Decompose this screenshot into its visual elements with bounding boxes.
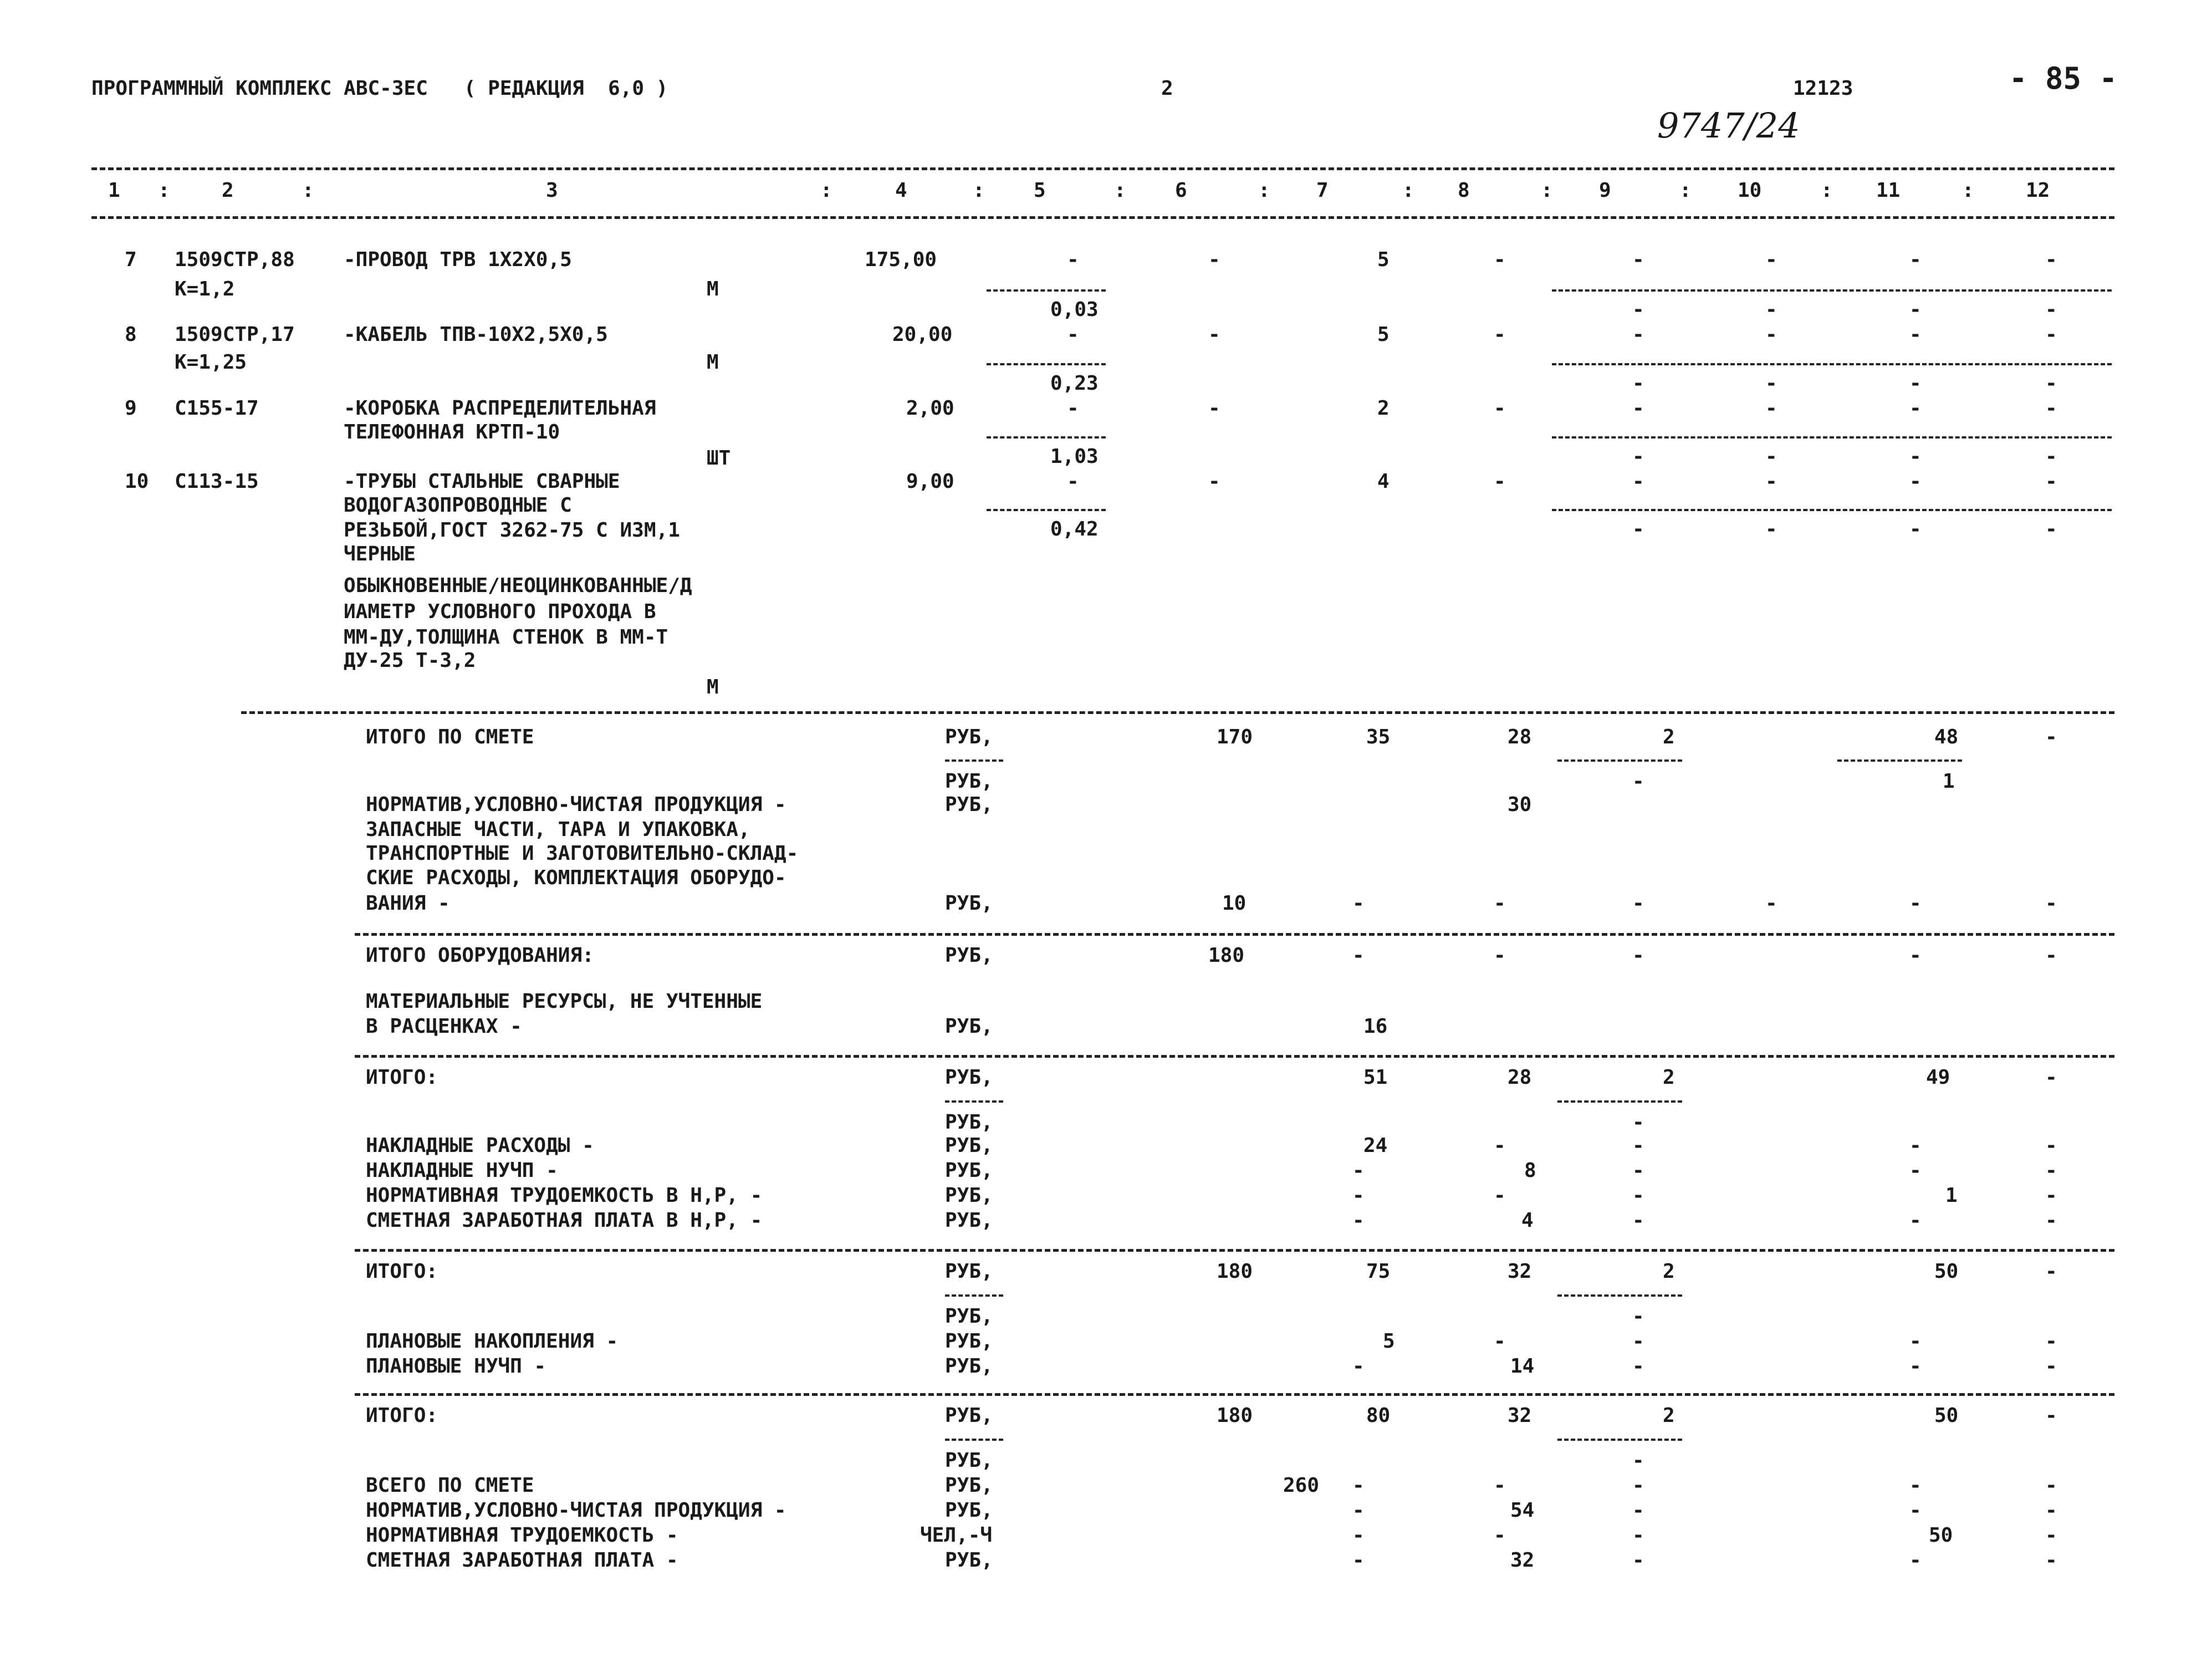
item-code: 1509СТР,17 [175, 323, 295, 346]
underline [1837, 759, 1962, 762]
cell: - [1909, 1209, 1922, 1232]
summary-label: ИТОГО: [366, 1404, 438, 1427]
col-7: 7 [1316, 179, 1329, 202]
cell: - [1352, 1159, 1365, 1182]
unit-label: РУБ, [945, 1330, 993, 1353]
col-sep: : [1114, 179, 1126, 202]
unit-label: РУБ, [945, 1499, 993, 1522]
cell: - [1909, 298, 1922, 321]
cell: 51 [1363, 1066, 1388, 1089]
cell: 4 [1377, 470, 1389, 493]
unit-label: РУБ, [945, 1015, 993, 1038]
cell: - [2045, 1184, 2057, 1207]
summary-label: СМЕТНАЯ ЗАРАБОТНАЯ ПЛАТА В Н,Р, - [366, 1209, 763, 1232]
cell: - [1494, 1134, 1506, 1157]
underline [987, 363, 1106, 365]
cell: 49 [1926, 1066, 1950, 1089]
cell: - [2045, 1209, 2057, 1232]
cell: - [1909, 1159, 1922, 1182]
item-qty: 175,00 [865, 248, 937, 271]
handwritten-note: 9747/24 [1657, 105, 1800, 146]
cell: - [1632, 470, 1644, 493]
item-qty: 2,00 [906, 397, 954, 420]
cell: - [1765, 248, 1777, 271]
item-desc: ВОДОГАЗОПРОВОДНЫЕ С [344, 494, 572, 517]
cell: - [1352, 1355, 1365, 1378]
header-rule-top [91, 167, 2114, 170]
cell: - [1352, 1209, 1365, 1232]
summary-label: ИТОГО: [366, 1260, 438, 1283]
cell: - [1632, 1355, 1644, 1378]
cell: 32 [1508, 1404, 1532, 1427]
cell: - [2045, 323, 2057, 346]
unit-label: РУБ, [945, 1449, 993, 1472]
cell: 2 [1663, 726, 1675, 748]
cell: - [2045, 1355, 2057, 1378]
cell: 50 [1929, 1524, 1953, 1547]
item-desc: -КАБЕЛЬ ТПВ-10Х2,5Х0,5 [344, 323, 608, 346]
unit-label: РУБ, [945, 1260, 993, 1283]
cell: 24 [1363, 1134, 1388, 1157]
cell: - [1632, 1524, 1644, 1547]
cell: 75 [1366, 1260, 1391, 1283]
cell: 180 [1208, 944, 1245, 967]
cell: - [1494, 470, 1506, 493]
summary-label: НАКЛАДНЫЕ РАСХОДЫ - [366, 1134, 594, 1157]
cell: - [1208, 470, 1220, 493]
cell: - [1909, 1474, 1922, 1497]
cell: - [2045, 1330, 2057, 1353]
cell: - [1909, 1549, 1922, 1572]
item-qty: 20,00 [892, 323, 953, 346]
underline [1552, 509, 2112, 511]
item-unit: М [707, 278, 719, 300]
cell: - [1632, 944, 1644, 967]
cell: - [2045, 1260, 2057, 1283]
cell: - [1494, 397, 1506, 420]
col-sep: : [1541, 179, 1553, 202]
item-unit: М [707, 351, 719, 374]
summary-label: ИТОГО: [366, 1066, 438, 1089]
cell: - [1208, 397, 1220, 420]
cell: - [1067, 323, 1079, 346]
unit-label: РУБ, [945, 1111, 993, 1134]
cell: 0,23 [1050, 372, 1099, 395]
summary-label: НОРМАТИВНАЯ ТРУДОЕМКОСТЬ В Н,Р, - [366, 1184, 763, 1207]
cell: - [1632, 1549, 1644, 1572]
cell: - [1352, 892, 1365, 915]
summary-label: ТРАНСПОРТНЫЕ И ЗАГОТОВИТЕЛЬНО-СКЛАД- [366, 842, 799, 865]
underline [945, 1439, 1003, 1441]
cell: - [2045, 944, 2057, 967]
unit-label: РУБ, [945, 1134, 993, 1157]
cell: - [1632, 1184, 1644, 1207]
item-coef: К=1,25 [175, 351, 247, 374]
cell: - [1632, 892, 1644, 915]
cell: - [1765, 892, 1777, 915]
cell: - [1632, 1330, 1644, 1353]
col-9: 9 [1599, 179, 1611, 202]
cell: - [2045, 397, 2057, 420]
cell: 28 [1508, 726, 1532, 748]
cell: 28 [1508, 1066, 1532, 1089]
item-code: С155-17 [175, 397, 259, 420]
col-12: 12 [2026, 179, 2050, 202]
cell: - [1632, 1111, 1644, 1134]
summary-label: ЗАПАСНЫЕ ЧАСТИ, ТАРА И УПАКОВКА, [366, 818, 750, 841]
col-4: 4 [895, 179, 907, 202]
cell: 80 [1366, 1404, 1391, 1427]
col-8: 8 [1458, 179, 1470, 202]
cell: - [1909, 892, 1922, 915]
cell: - [1909, 445, 1922, 468]
cell: - [1067, 470, 1079, 493]
summary-label: ИТОГО ОБОРУДОВАНИЯ: [366, 944, 594, 967]
underline [1552, 436, 2112, 439]
underline [1557, 759, 1682, 762]
cell: - [1352, 1474, 1365, 1497]
unit-label: РУБ, [945, 1184, 993, 1207]
col-6: 6 [1175, 179, 1187, 202]
item-no: 7 [125, 248, 137, 271]
sheet-number: 2 [1161, 77, 1173, 100]
cell: 10 [1222, 892, 1247, 915]
unit-label: РУБ, [945, 1159, 993, 1182]
cell: 2 [1377, 397, 1389, 420]
summary-label: ВАНИЯ - [366, 892, 450, 915]
cell: 32 [1508, 1260, 1532, 1283]
cell: - [1352, 1524, 1365, 1547]
underline [945, 1100, 1003, 1103]
col-11: 11 [1876, 179, 1901, 202]
item-unit: М [707, 676, 719, 699]
item-desc: ИАМЕТР УСЛОВНОГО ПРОХОДА В [344, 600, 656, 623]
cell: - [1632, 445, 1644, 468]
unit-label: РУБ, [945, 944, 993, 967]
cell: - [2045, 1404, 2057, 1427]
cell: - [1765, 518, 1777, 541]
cell: - [1765, 470, 1777, 493]
cell: - [2045, 470, 2057, 493]
cell: - [1494, 1330, 1506, 1353]
cell: - [1494, 1474, 1506, 1497]
section-rule [355, 1393, 2114, 1396]
cell: - [1494, 1524, 1506, 1547]
cell: - [1494, 323, 1506, 346]
cell: - [2045, 1524, 2057, 1547]
cell: 50 [1934, 1404, 1959, 1427]
item-desc: ОБЫКНОВЕННЫЕ/НЕОЦИНКОВАННЫЕ/Д [344, 574, 692, 597]
cell: - [1632, 770, 1644, 793]
underline [987, 509, 1106, 511]
unit-label: РУБ, [945, 1066, 993, 1089]
unit-label: РУБ, [945, 770, 993, 793]
cell: - [1632, 397, 1644, 420]
cell: 30 [1508, 793, 1532, 816]
section-rule [355, 1249, 2114, 1252]
cell: 0,42 [1050, 518, 1099, 541]
cell: - [1909, 518, 1922, 541]
unit-label: РУБ, [945, 1474, 993, 1497]
cell: - [1208, 248, 1220, 271]
col-sep: : [158, 179, 170, 202]
item-coef: К=1,2 [175, 278, 235, 300]
summary-label: МАТЕРИАЛЬНЫЕ РЕСУРСЫ, НЕ УЧТЕННЫЕ [366, 990, 763, 1013]
cell: 14 [1510, 1355, 1535, 1378]
cell: 170 [1217, 726, 1253, 748]
program-title: ПРОГРАММНЫЙ КОМПЛЕКС АВС-3ЕС ( РЕДАКЦИЯ 6,0 ) [91, 77, 668, 100]
cell: - [1909, 944, 1922, 967]
cell: - [1632, 1134, 1644, 1157]
section-rule [355, 1055, 2114, 1058]
cell: - [1765, 445, 1777, 468]
cell: - [1494, 1184, 1506, 1207]
item-no: 9 [125, 397, 137, 420]
item-desc: -ТРУБЫ СТАЛЬНЫЕ СВАРНЫЕ [344, 470, 620, 493]
col-sep: : [1402, 179, 1414, 202]
cell: 8 [1524, 1159, 1536, 1182]
cell: - [1352, 944, 1365, 967]
cell: - [1765, 323, 1777, 346]
cell: - [1632, 518, 1644, 541]
cell: 1 [1945, 1184, 1958, 1207]
item-desc: РЕЗЬБОЙ,ГОСТ 3262-75 С ИЗМ,1 [344, 519, 680, 542]
cell: 2 [1663, 1260, 1675, 1283]
item-desc: ЧЕРНЫЕ [344, 543, 416, 565]
summary-label: В РАСЦЕНКАХ - [366, 1015, 522, 1038]
summary-label: НОРМАТИВ,УСЛОВНО-ЧИСТАЯ ПРОДУКЦИЯ - [366, 1499, 786, 1522]
cell: - [2045, 372, 2057, 395]
col-sep: : [1679, 179, 1692, 202]
item-desc: ДУ-25 Т-3,2 [344, 649, 476, 672]
cell: - [1352, 1184, 1365, 1207]
item-unit: ШТ [707, 447, 731, 470]
cell: - [1632, 1449, 1644, 1472]
underline [1557, 1100, 1682, 1103]
cell: 1 [1943, 770, 1955, 793]
unit-label: РУБ, [945, 1549, 993, 1572]
cell: 32 [1510, 1549, 1535, 1572]
underline [987, 436, 1106, 439]
cell: 180 [1217, 1260, 1253, 1283]
cell: - [2045, 726, 2057, 748]
cell: - [2045, 1134, 2057, 1157]
cell: - [2045, 1549, 2057, 1572]
summary-label: ВСЕГО ПО СМЕТЕ [366, 1474, 534, 1497]
col-3: 3 [546, 179, 558, 202]
cell: 54 [1510, 1499, 1535, 1522]
unit-label: РУБ, [945, 1209, 993, 1232]
item-no: 10 [125, 470, 149, 493]
cell: - [1765, 298, 1777, 321]
cell: - [1909, 397, 1922, 420]
underline [1552, 363, 2112, 365]
cell: - [1909, 1499, 1922, 1522]
item-desc: ТЕЛЕФОННАЯ КРТП-10 [344, 421, 560, 443]
header-rule-bottom [91, 216, 2114, 219]
cell: - [2045, 445, 2057, 468]
cell: 0,03 [1050, 298, 1099, 321]
underline [987, 289, 1106, 292]
cell: - [1909, 1355, 1922, 1378]
cell: - [2045, 1474, 2057, 1497]
cell: - [1632, 298, 1644, 321]
item-no: 8 [125, 323, 137, 346]
cell: - [1067, 397, 1079, 420]
cell: - [1909, 1330, 1922, 1353]
cell: 1,03 [1050, 445, 1099, 468]
summary-label: ПЛАНОВЫЕ НАКОПЛЕНИЯ - [366, 1330, 619, 1353]
summary-label: ПЛАНОВЫЕ НУЧП - [366, 1355, 546, 1378]
cell: - [1632, 372, 1644, 395]
cell: - [1632, 1499, 1644, 1522]
cell: - [1208, 323, 1220, 346]
cell: - [2045, 518, 2057, 541]
cell: 5 [1377, 323, 1389, 346]
underline [1557, 1439, 1682, 1441]
unit-label: РУБ, [945, 1355, 993, 1378]
cell: 50 [1934, 1260, 1959, 1283]
item-desc: -КОРОБКА РАСПРЕДЕЛИТЕЛЬНАЯ [344, 397, 656, 420]
summary-label: НОРМАТИВНАЯ ТРУДОЕМКОСТЬ - [366, 1524, 678, 1547]
cell: - [1909, 470, 1922, 493]
col-sep: : [973, 179, 985, 202]
item-qty: 9,00 [906, 470, 954, 493]
cell: 16 [1363, 1015, 1388, 1038]
item-desc: ММ-ДУ,ТОЛЩИНА СТЕНОК В ММ-Т [344, 626, 668, 649]
cell: 5 [1377, 248, 1389, 271]
section-rule [241, 711, 2114, 714]
cell: - [1632, 248, 1644, 271]
cell: - [1909, 372, 1922, 395]
cell: - [1352, 1499, 1365, 1522]
col-sep: : [1258, 179, 1270, 202]
unit-label: РУБ, [945, 1404, 993, 1427]
cell: 4 [1521, 1209, 1534, 1232]
summary-label: ИТОГО ПО СМЕТЕ [366, 726, 534, 748]
col-10: 10 [1738, 179, 1762, 202]
summary-label: НОРМАТИВ,УСЛОВНО-ЧИСТАЯ ПРОДУКЦИЯ - [366, 793, 786, 816]
col-sep: : [820, 179, 832, 202]
cell: - [1909, 1134, 1922, 1157]
col-1: 1 [108, 179, 120, 202]
item-code: С113-15 [175, 470, 259, 493]
cell: - [1352, 1549, 1365, 1572]
cell: - [1909, 248, 1922, 271]
page-number: - 85 - [2009, 61, 2118, 96]
cell: - [1067, 248, 1079, 271]
summary-label: СКИЕ РАСХОДЫ, КОМПЛЕКТАЦИЯ ОБОРУДО- [366, 866, 786, 889]
cell: - [2045, 248, 2057, 271]
unit-label: РУБ, [945, 892, 993, 915]
cell: - [1632, 1474, 1644, 1497]
col-2: 2 [222, 179, 234, 202]
cell: 2 [1663, 1404, 1675, 1427]
cell: - [1494, 248, 1506, 271]
cell: - [2045, 1159, 2057, 1182]
item-desc: -ПРОВОД ТРВ 1Х2Х0,5 [344, 248, 572, 271]
cell: - [2045, 1499, 2057, 1522]
underline [945, 1294, 1003, 1297]
underline [1557, 1294, 1682, 1297]
underline [945, 759, 1003, 762]
unit-label: РУБ, [945, 726, 993, 748]
col-sep: : [302, 179, 314, 202]
cell: - [1909, 323, 1922, 346]
cell: 35 [1366, 726, 1391, 748]
summary-label: СМЕТНАЯ ЗАРАБОТНАЯ ПЛАТА - [366, 1549, 678, 1572]
cell: - [1632, 1209, 1644, 1232]
cell: 5 [1383, 1330, 1395, 1353]
col-sep: : [1821, 179, 1833, 202]
cell: 180 [1217, 1404, 1253, 1427]
col-5: 5 [1034, 179, 1046, 202]
cell: - [1632, 323, 1644, 346]
cell: - [1632, 1305, 1644, 1328]
cell: 260 [1283, 1474, 1320, 1497]
cell: 2 [1663, 1066, 1675, 1089]
summary-label: НАКЛАДНЫЕ НУЧП - [366, 1159, 558, 1182]
item-code: 1509СТР,88 [175, 248, 295, 271]
unit-label: РУБ, [945, 1305, 993, 1328]
underline [1552, 289, 2112, 292]
cell: 48 [1934, 726, 1959, 748]
cell: - [1494, 892, 1506, 915]
unit-label: РУБ, [945, 793, 993, 816]
section-rule [355, 933, 2114, 936]
cell: - [1765, 372, 1777, 395]
cell: - [2045, 1066, 2057, 1089]
cell: - [1494, 944, 1506, 967]
col-sep: : [1962, 179, 1974, 202]
doc-code: 12123 [1793, 77, 1853, 100]
cell: - [2045, 892, 2057, 915]
cell: - [1632, 1159, 1644, 1182]
cell: - [2045, 298, 2057, 321]
cell: - [1765, 397, 1777, 420]
unit-label: ЧЕЛ,-Ч [920, 1524, 993, 1547]
